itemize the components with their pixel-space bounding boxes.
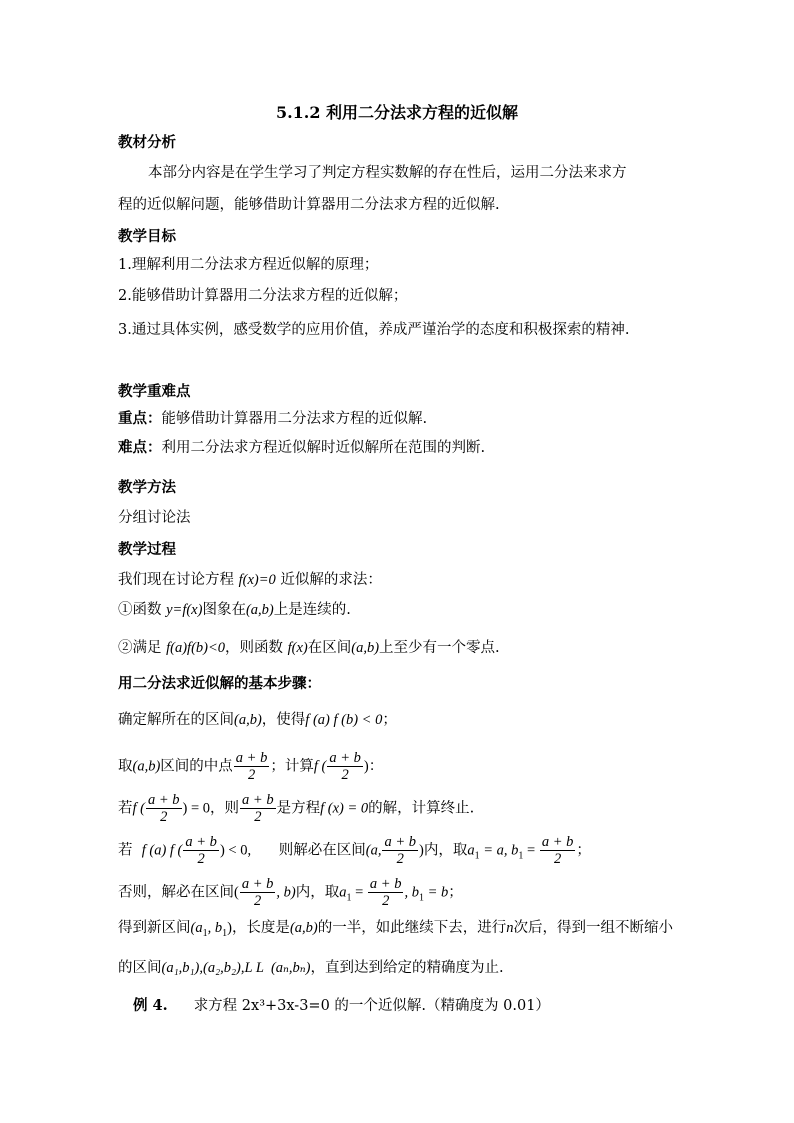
midpoint-fraction: [240, 876, 276, 909]
text-span: 的一半，如此继续下去，进行: [317, 920, 507, 936]
text-span: ②满足: [118, 640, 167, 656]
math-span: f(x): [287, 640, 308, 656]
text-span: ，则函数: [225, 640, 288, 656]
text-span: 则解必在区间: [251, 842, 366, 859]
difficulty-label: 难点：: [118, 439, 162, 456]
math-span: y=f(x): [166, 602, 203, 618]
fraction-numerator: a + b: [369, 876, 402, 892]
math-span: (a: [190, 920, 203, 936]
analysis-paragraph-line-1: 本部分内容是在学生学习了判定方程实数解的存在性后，运用二分法来求方: [148, 165, 627, 181]
step-2: [118, 750, 383, 783]
fraction-numerator: a + b: [185, 834, 217, 850]
midpoint-fraction: [327, 750, 363, 783]
text-span: 否则，解必在区间: [118, 884, 234, 901]
text-span: 内，取: [423, 842, 468, 859]
text-span: 在区间: [307, 640, 352, 656]
text-span: ；: [448, 884, 463, 901]
key-point-text: 能够借助计算器用二分法求方程的近似解.: [161, 411, 428, 427]
goal-item-2: 2.能够借助计算器用二分法求方程的近似解；: [118, 288, 408, 304]
text-span: 近似解的求法：: [275, 572, 382, 588]
text-span: ①函数: [118, 602, 167, 618]
key-point-label: 重点：: [118, 410, 162, 427]
math-span: (a₁,b₁),(a₂,b₂),L L (aₙ,bₙ): [161, 960, 311, 976]
example-line: [133, 996, 550, 1016]
text-span: 是方程: [276, 800, 321, 817]
math-span: (: [234, 884, 239, 901]
method-text: 分组讨论法: [118, 510, 191, 526]
midpoint-fraction: [146, 792, 182, 825]
text-span: ，使得: [261, 712, 306, 728]
process-intro: [118, 570, 382, 590]
text-span: 的解，计算终止.: [368, 800, 475, 817]
math-span: n: [506, 920, 514, 936]
math-span: =: [351, 884, 367, 901]
math-span: (a,b): [351, 640, 380, 656]
step-3: [118, 792, 474, 825]
section-heading-method: 教学方法: [118, 479, 176, 496]
math-span: (a,: [365, 842, 382, 859]
math-span: (a,b): [289, 920, 318, 936]
fraction-denominator: 2: [382, 893, 390, 909]
fraction-denominator: 2: [197, 851, 205, 867]
fraction-numerator: a + b: [541, 834, 574, 850]
math-span: ): [419, 842, 424, 859]
math-span: f (: [313, 758, 327, 775]
fraction-numerator: a + b: [242, 792, 274, 808]
math-span: (a,b): [245, 602, 274, 618]
text-span: 得到新区间: [118, 920, 191, 936]
example-label: 例 4.: [133, 997, 168, 1014]
condition-2: [118, 638, 500, 658]
step-4: 若 f (a) f ( $\frac{a + b}{2}$ ) < 0, 则解必在区间(a, $\frac{a + b}{2}$ )内，取$a_1 = a$, $b_1$ = $\frac{a + b}{2}$ ；: [118, 834, 591, 867]
text-span: ，则: [210, 800, 240, 817]
math-span: a: [339, 884, 347, 901]
midpoint-fraction: [382, 834, 418, 867]
step-5: 否则，解必在区间( $\frac{a + b}{2}$ , b)内，取$a_1$ = $\frac{a + b}{2}$ , $b_1 = b$；: [118, 876, 463, 909]
midpoint-fraction: [368, 876, 404, 909]
fraction-numerator: a + b: [235, 750, 268, 766]
fraction-denominator: 2: [247, 767, 256, 783]
math-span: a: [467, 842, 475, 859]
fraction-numerator: a + b: [329, 750, 361, 766]
midpoint-fraction: [540, 834, 576, 867]
text-span: 区间的中点: [160, 758, 233, 775]
math-span: =: [523, 842, 539, 859]
difficulty-text: 利用二分法求方程近似解时近似解所在范围的判断.: [161, 440, 486, 456]
step-6: 得到新区间($a_1$, $b_1$)，长度是(a,b)的一半，如此继续下去，进行n次后，得到一组不断缩小: [118, 920, 673, 939]
math-span: ) = 0: [182, 800, 211, 817]
difficulty-line: [118, 438, 485, 458]
section-heading-process: 教学过程: [118, 541, 176, 558]
math-span: f (: [132, 800, 145, 817]
text-span: 取: [118, 758, 133, 775]
math-span: ): [363, 758, 369, 775]
midpoint-fraction: [183, 834, 219, 867]
math-span: , b): [276, 884, 296, 901]
text-span: ；: [576, 842, 591, 859]
text-span: 内，取: [295, 884, 340, 901]
section-heading-goals: 教学目标: [118, 228, 176, 245]
text-span: 次后，得到一组不断缩小: [513, 920, 673, 936]
step-7: [118, 958, 504, 978]
steps-heading: 用二分法求近似解的基本步骤：: [118, 675, 321, 692]
text-span: 确定解所在的区间: [118, 712, 234, 728]
section-heading-analysis: 教材分析: [118, 134, 176, 151]
math-span: f (x) = 0: [320, 800, 369, 817]
page-title: 5.1.2 利用二分法求方程的近似解: [275, 103, 519, 122]
math-span: = a, b: [479, 842, 519, 859]
fraction-numerator: a + b: [384, 834, 416, 850]
text-span: 我们现在讨论方程: [118, 572, 239, 588]
text-span: ；计算: [270, 758, 314, 775]
math-span: , b: [207, 920, 223, 936]
fraction-denominator: 2: [341, 767, 349, 783]
step-1: [118, 710, 397, 730]
math-span: (a,b): [234, 712, 262, 728]
goal-item-1: 1.理解利用二分法求方程近似解的原理；: [118, 257, 379, 273]
math-span: , b: [404, 884, 419, 901]
text-span: 若: [118, 842, 142, 859]
math-span: ): [227, 920, 232, 936]
math-span: = b: [423, 884, 449, 901]
text-span: ；: [382, 712, 397, 728]
math-span: ) < 0,: [219, 842, 252, 859]
math-span: f(x)=0: [238, 572, 276, 588]
section-heading-key-points: 教学重难点: [118, 383, 191, 400]
midpoint-fraction: [240, 792, 276, 825]
fraction-denominator: 2: [254, 809, 262, 825]
fraction-denominator: 2: [553, 851, 562, 867]
goal-item-3: 3.通过具体实例，感受数学的应用价值，养成严谨治学的态度和积极探索的精神.: [118, 322, 630, 338]
text-span: ，直到达到给定的精确度为止.: [310, 960, 504, 976]
text-span: 上是连续的.: [273, 602, 351, 618]
key-point-line: [118, 409, 427, 429]
text-span: 若: [118, 800, 133, 817]
midpoint-fraction: [234, 750, 270, 783]
analysis-paragraph-line-2: 程的近似解问题，能够借助计算器用二分法求方程的近似解.: [118, 197, 500, 213]
fraction-numerator: a + b: [147, 792, 180, 808]
text-span: 的区间: [118, 960, 162, 976]
math-span: f (a) f (b) < 0: [305, 712, 383, 728]
fraction-numerator: a + b: [241, 876, 274, 892]
fraction-denominator: 2: [253, 893, 262, 909]
text-span: 图象在: [202, 602, 246, 618]
example-text: 求方程 2x³+3x-3=0 的一个近似解.（精确度为 0.01）: [193, 998, 550, 1014]
text-span: 上至少有一个零点.: [379, 640, 500, 656]
text-span: ，长度是: [231, 920, 290, 936]
math-span: f(a)f(b)<0: [166, 640, 226, 656]
condition-1: [118, 600, 351, 620]
text-span: ：: [368, 758, 384, 775]
fraction-denominator: 2: [396, 851, 404, 867]
math-span: f (a) f (: [141, 842, 183, 859]
fraction-denominator: 2: [160, 809, 168, 825]
math-span: (a,b): [132, 758, 161, 775]
